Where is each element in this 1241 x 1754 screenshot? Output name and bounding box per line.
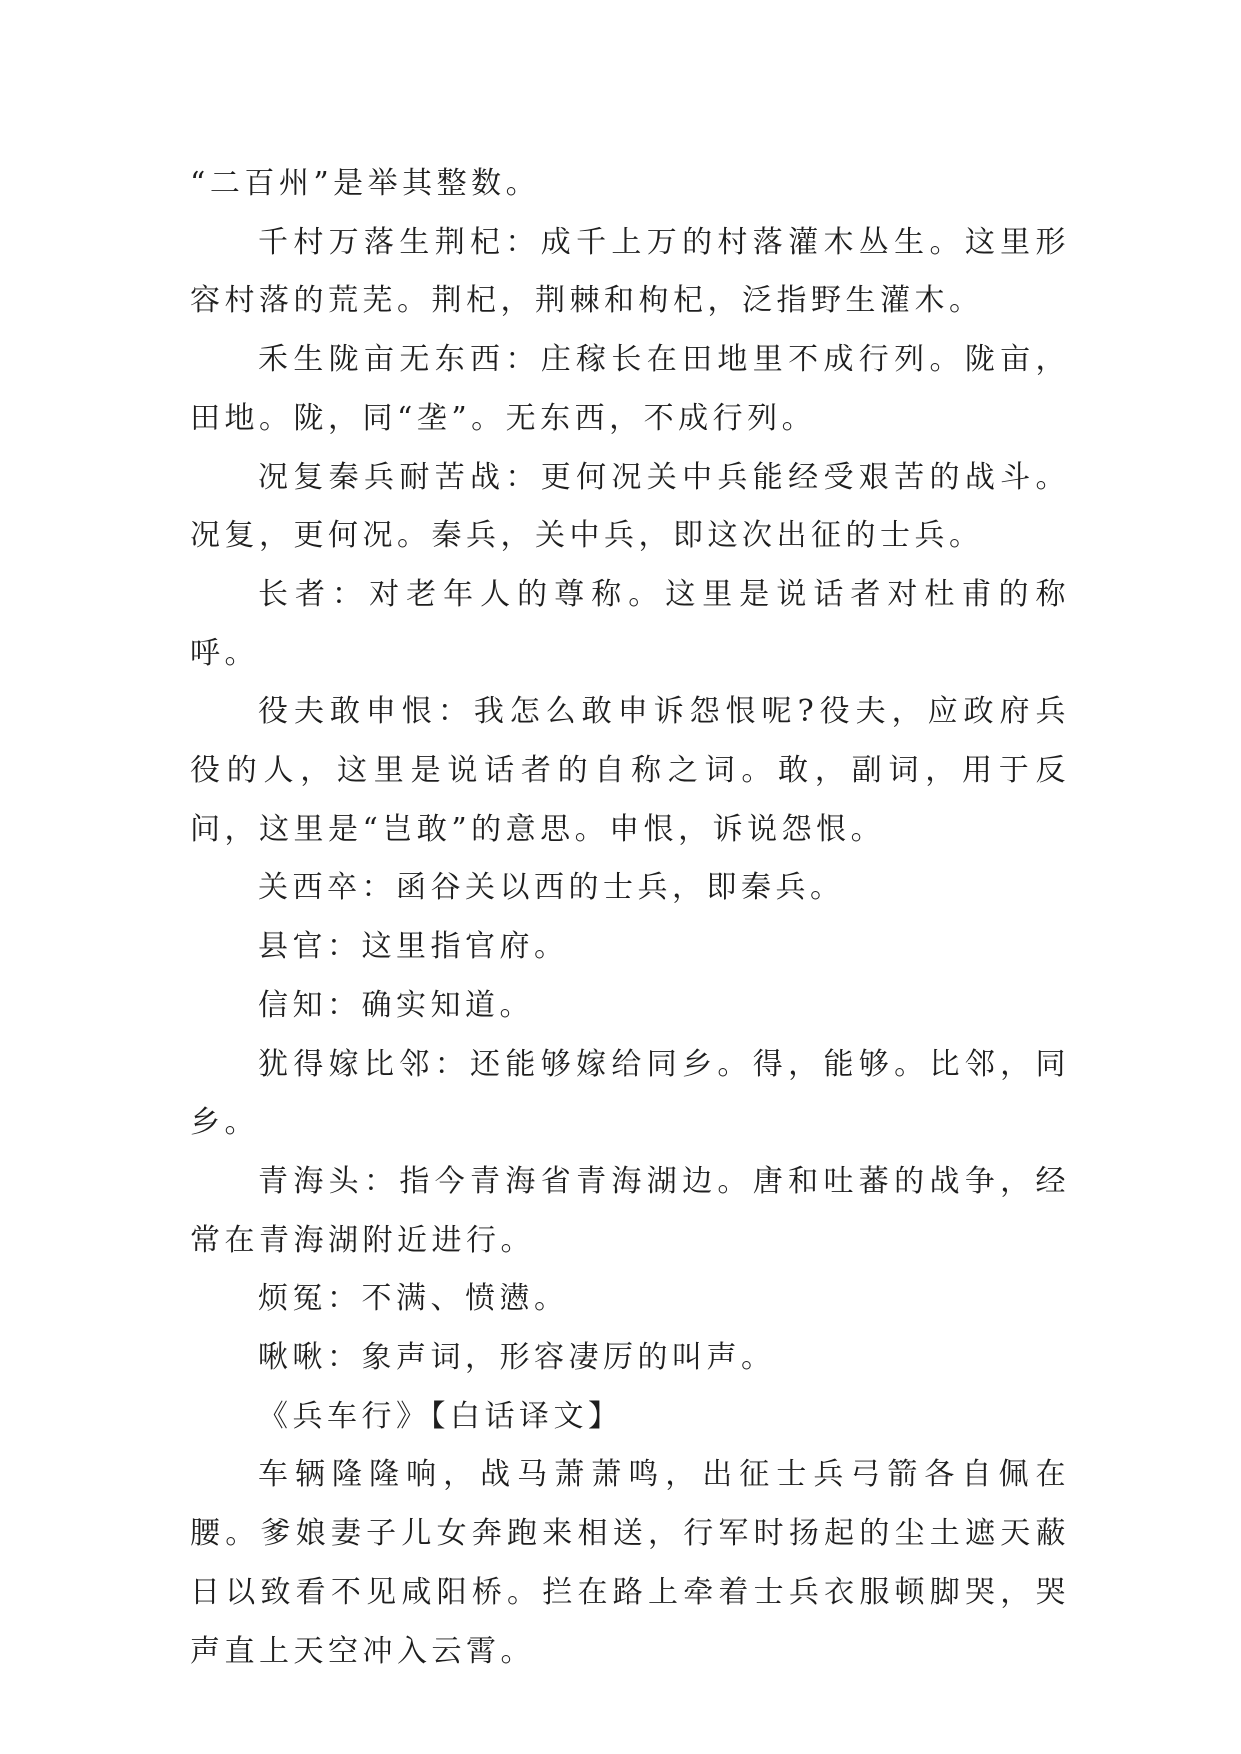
paragraph: 犹得嫁比邻：还能够嫁给同乡。得，能够。比邻，同乡。 [190,1046,1070,1141]
paragraph: 关西卒：函谷关以西的士兵，即秦兵。 [258,870,845,906]
section-heading: 《兵车行》【白话译文】 [258,1398,623,1434]
paragraph: 千村万落生荆杞：成千上万的村落灌木丛生。这里形容村落的荒芜。荆杞，荆棘和枸杞，泛指野生灌木。 [190,224,1070,319]
paragraph: 啾啾：象声词，形容凄厉的叫声。 [258,1340,776,1376]
paragraph: 长者：对老年人的尊称。这里是说话者对杜甫的称呼。 [190,576,1070,671]
paragraph: 车辆隆隆响，战马萧萧鸣，出征士兵弓箭各自佩在腰。爹娘妻子儿女奔跑来相送，行军时扬起的尘土遮天蔽日以致看不见咸阳桥。拦在路上牵着士兵衣服顿脚哭，哭声直上天空冲入云霄。 [190,1457,1070,1669]
paragraph: 青海头：指今青海省青海湖边。唐和吐蕃的战争，经常在青海湖附近进行。 [190,1163,1070,1258]
paragraph: 信知：确实知道。 [258,987,534,1023]
document-body [190,155,1070,1681]
paragraph: 禾生陇亩无东西：庄稼长在田地里不成行列。陇亩，田地。陇，同“垄”。无东西，不成行列。 [190,342,1070,436]
paragraph: 烦冤：不满、愤懑。 [258,1281,569,1317]
paragraph: “二百州”是举其整数。 [190,166,541,201]
paragraph: 役夫敢申恨：我怎么敢申诉怨恨呢?役夫，应政府兵役的人，这里是说话者的自称之词。敢，副词，用于反问，这里是“岂敢”的意思。申恨，诉说怨恨。 [190,694,1070,847]
paragraph: 县官：这里指官府。 [258,929,569,965]
paragraph: 况复秦兵耐苦战：更何况关中兵能经受艰苦的战斗。况复，更何况。秦兵，关中兵，即这次出征的士兵。 [190,459,1070,554]
